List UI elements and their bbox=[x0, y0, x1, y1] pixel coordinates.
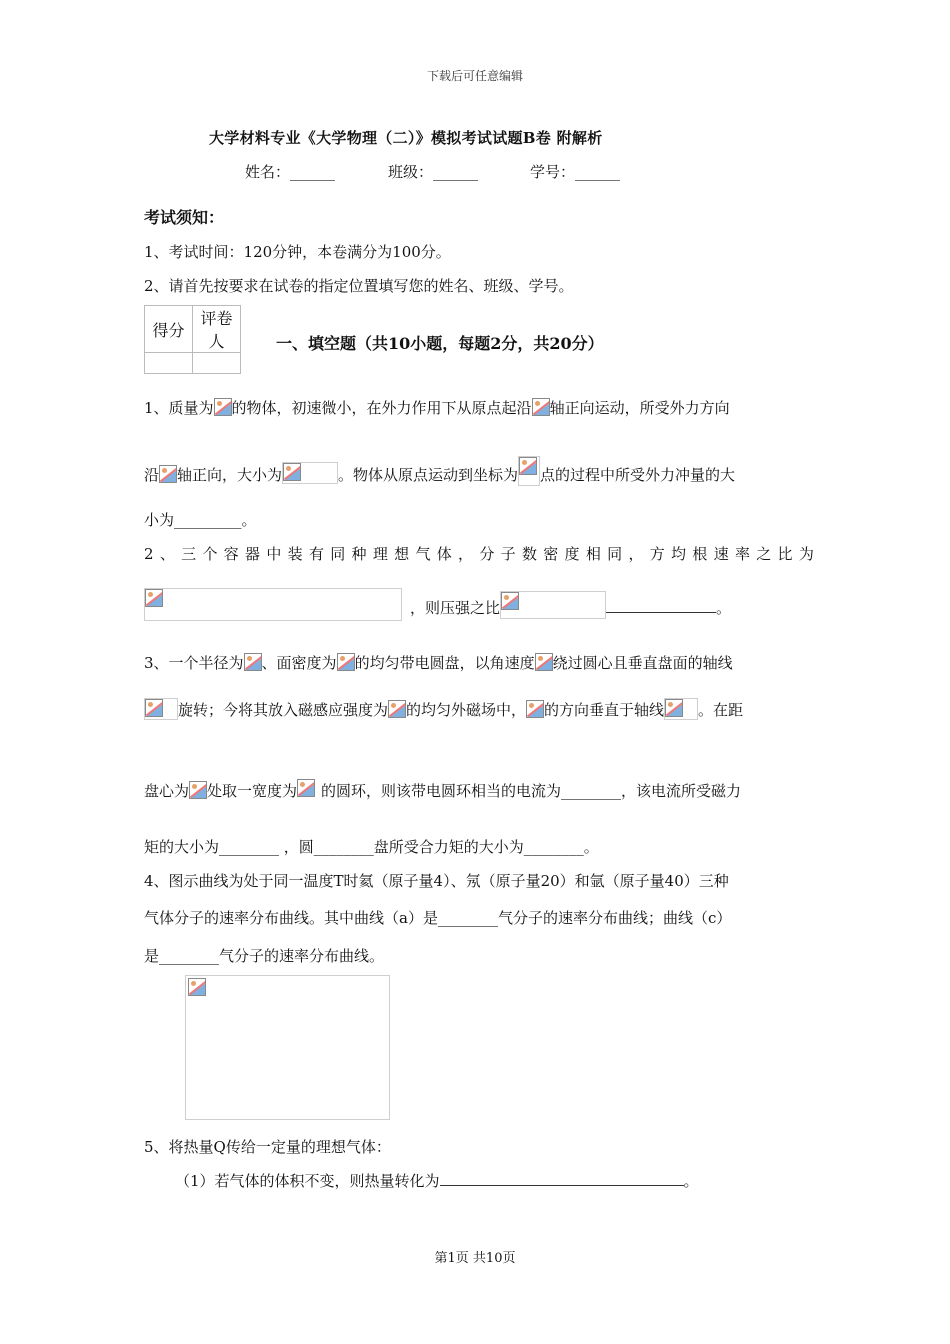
formula-image bbox=[144, 698, 178, 720]
question-3-line-1 bbox=[144, 652, 733, 673]
formula-image bbox=[214, 398, 232, 416]
notice-heading: 考试须知： bbox=[144, 208, 225, 227]
broken-image-icon bbox=[244, 653, 262, 671]
notice-item-2: 2、请首先按要求在试卷的指定位置填写您的姓名、班级、学号。 bbox=[144, 277, 574, 295]
broken-image-icon bbox=[532, 398, 550, 416]
text: 、面密度为 bbox=[261, 654, 337, 672]
text: 绕过圆心且垂直盘面的轴线 bbox=[552, 654, 733, 672]
broken-image-icon bbox=[501, 592, 519, 610]
exam-title: 大学材料专业《大学物理（二）》模拟考试试题B卷 附解析 bbox=[209, 129, 603, 147]
text: 处取一宽度为 bbox=[207, 782, 298, 800]
text: 的均匀外磁场中， bbox=[406, 701, 527, 719]
formula-image bbox=[337, 653, 355, 671]
broken-image-icon bbox=[526, 700, 544, 718]
text: 的方向垂直于轴线 bbox=[544, 701, 665, 719]
text: 。在距 bbox=[698, 701, 744, 719]
question-5-line-2 bbox=[175, 1170, 699, 1191]
answer-blank[interactable] bbox=[440, 1171, 684, 1186]
broken-image-icon bbox=[283, 463, 301, 481]
question-2-line-2 bbox=[144, 588, 731, 621]
formula-image bbox=[144, 588, 402, 621]
text: （1）若气体的体积不变，则热量转化为 bbox=[175, 1172, 440, 1190]
question-1-line-2 bbox=[144, 456, 735, 486]
speed-distribution-figure bbox=[185, 975, 390, 1120]
formula-image bbox=[664, 698, 698, 720]
notice-item-1: 1、考试时间：120分钟，本卷满分为100分。 bbox=[144, 243, 451, 261]
question-4-line-1: 4、图示曲线为处于同一温度T时氦（原子量4）、氖（原子量20）和氩（原子量40）三种 bbox=[144, 872, 729, 890]
broken-image-icon bbox=[214, 398, 232, 416]
broken-image-icon bbox=[665, 699, 683, 717]
broken-image-icon bbox=[337, 653, 355, 671]
text: 沿 bbox=[144, 466, 160, 484]
question-4-line-2: 气体分子的速率分布曲线。其中曲线（a）是________气分子的速率分布曲线；曲线（c） bbox=[144, 909, 732, 927]
broken-image-icon bbox=[145, 699, 163, 717]
grader-cell bbox=[193, 353, 241, 374]
text: 的物体，初速微小，在外力作用下从原点起沿 bbox=[231, 399, 532, 417]
broken-image-icon bbox=[519, 457, 537, 475]
question-5-line-1: 5、将热量Q传给一定量的理想气体： bbox=[144, 1138, 391, 1156]
question-3-line-2 bbox=[144, 698, 743, 720]
score-table bbox=[144, 305, 241, 374]
score-cell bbox=[145, 353, 193, 374]
text: 旋转；今将其放入磁感应强度为 bbox=[178, 701, 389, 719]
broken-image-icon bbox=[297, 779, 315, 797]
text: 。 bbox=[716, 599, 732, 617]
formula-image bbox=[535, 653, 553, 671]
formula-image bbox=[297, 779, 321, 801]
formula-image bbox=[500, 591, 606, 619]
class-field-label: 班级：______ bbox=[388, 163, 479, 181]
question-4-line-3: 是________气分子的速率分布曲线。 bbox=[144, 947, 385, 965]
broken-image-icon bbox=[188, 978, 206, 996]
header-note: 下载后可任意编辑 bbox=[426, 69, 523, 83]
text: 盘心为 bbox=[144, 782, 190, 800]
broken-image-icon bbox=[145, 589, 163, 607]
broken-image-icon bbox=[535, 653, 553, 671]
text: 轴正向，大小为 bbox=[177, 466, 283, 484]
question-1-line-3: 小为_________。 bbox=[144, 511, 257, 529]
formula-image bbox=[526, 700, 544, 718]
formula-image bbox=[159, 465, 177, 483]
score-header: 得分 bbox=[145, 306, 193, 353]
text: 点的过程中所受外力冲量的大 bbox=[540, 466, 736, 484]
formula-image bbox=[282, 462, 338, 484]
question-3-line-4: 矩的大小为________ ，圆________盘所受合力矩的大小为________。 bbox=[144, 838, 599, 856]
formula-image bbox=[244, 653, 262, 671]
grader-header: 评卷人 bbox=[193, 306, 241, 353]
formula-image bbox=[189, 781, 207, 799]
broken-image-icon bbox=[189, 781, 207, 799]
broken-image-icon bbox=[388, 700, 406, 718]
formula-image bbox=[388, 700, 406, 718]
formula-image bbox=[532, 398, 550, 416]
page-footer: 第1页 共10页 bbox=[434, 1251, 516, 1266]
question-2-line-1: 2、三个容器中装有同种理想气体，分子数密度相同，方均根速率之比为 bbox=[144, 545, 821, 563]
name-field-label: 姓名：______ bbox=[245, 163, 336, 181]
student-id-field-label: 学号：______ bbox=[530, 163, 621, 181]
text: 。 bbox=[683, 1172, 699, 1190]
text: 。物体从原点运动到坐标为 bbox=[338, 466, 519, 484]
text: 1、质量为 bbox=[144, 399, 214, 417]
text: 3、一个半径为 bbox=[144, 654, 244, 672]
text: 轴正向运动，所受外力方向 bbox=[549, 399, 730, 417]
question-3-line-3 bbox=[144, 779, 741, 801]
broken-image-icon bbox=[159, 465, 177, 483]
question-1-line-1 bbox=[144, 397, 730, 418]
text: ，则压强之比 bbox=[410, 599, 501, 617]
formula-image bbox=[518, 456, 540, 486]
answer-blank[interactable] bbox=[606, 598, 716, 613]
text: 的圆环，则该带电圆环相当的电流为________，该电流所受磁力 bbox=[321, 782, 742, 800]
section-1-title: 一、填空题（共10小题，每题2分，共20分） bbox=[276, 334, 604, 353]
text: 的均匀带电圆盘，以角速度 bbox=[354, 654, 535, 672]
